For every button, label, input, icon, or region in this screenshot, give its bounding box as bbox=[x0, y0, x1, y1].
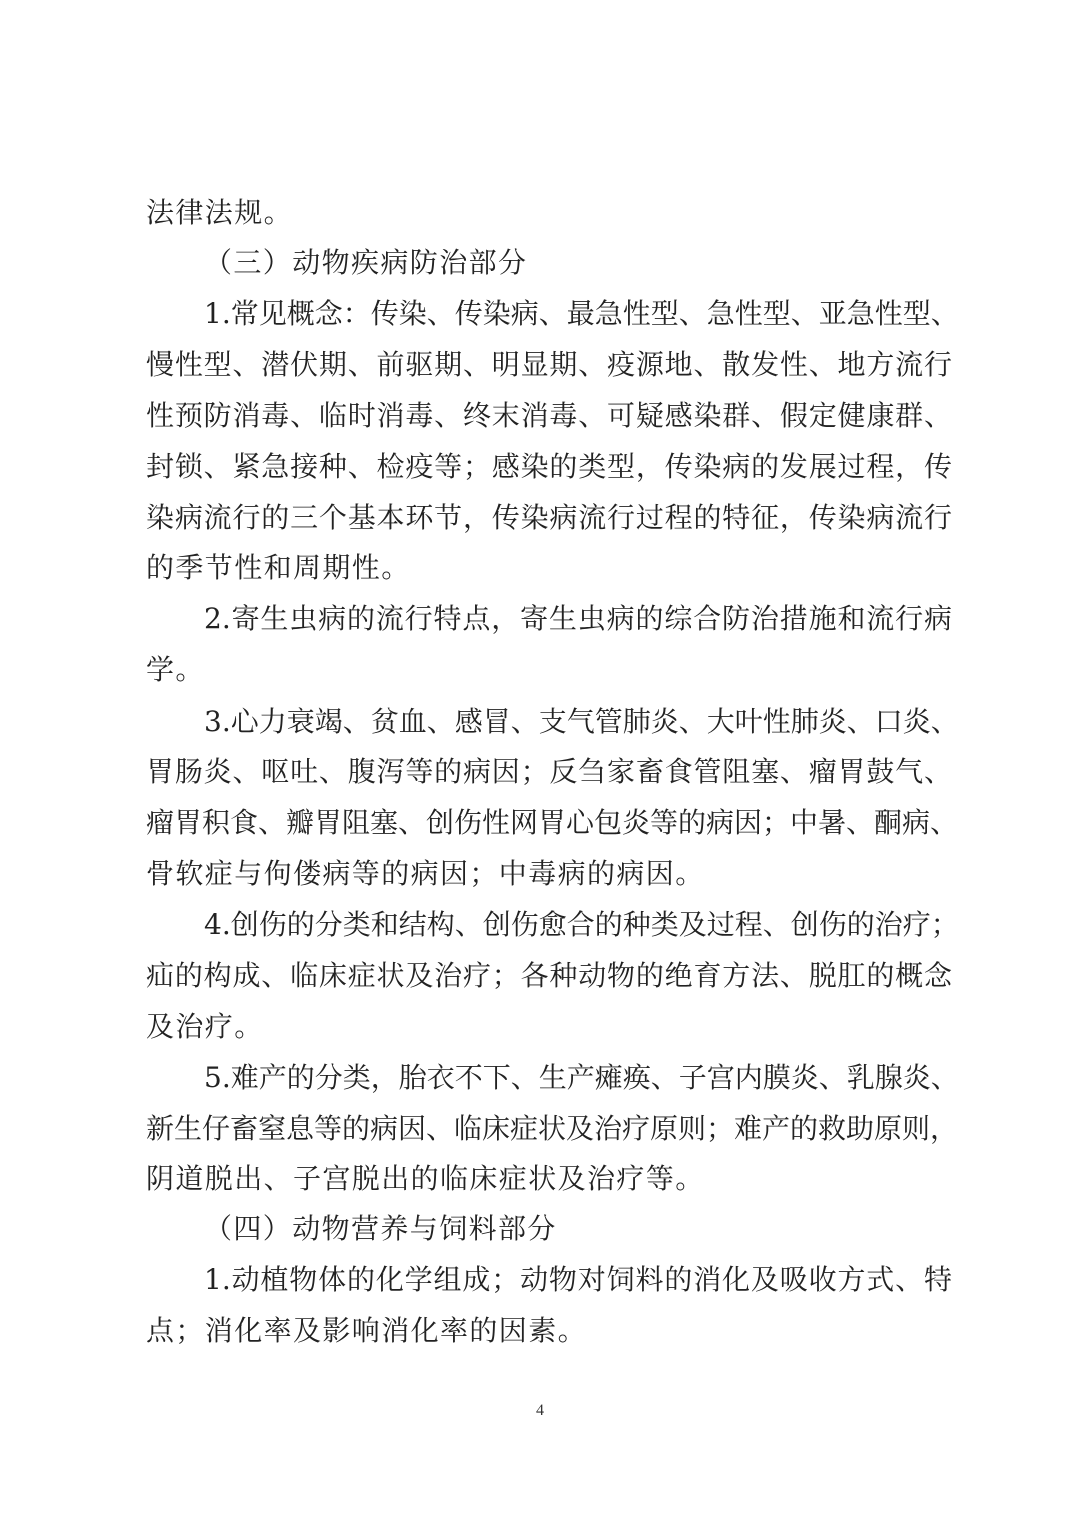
text-line: 新生仔畜窒息等的病因、临床症状及治疗原则；难产的救助原则， bbox=[146, 1112, 959, 1145]
text-line: 学。 bbox=[146, 653, 205, 686]
text-line: 及治疗。 bbox=[146, 1010, 264, 1043]
page-number: 4 bbox=[536, 1402, 544, 1419]
text-line: 法律法规。 bbox=[146, 196, 294, 229]
section-heading: （三）动物疾病防治部分 bbox=[204, 246, 528, 279]
text-line: 骨软症与佝偻病等的病因；中毒病的病因。 bbox=[146, 857, 705, 890]
text-line: 点；消化率及影响消化率的因素。 bbox=[146, 1314, 588, 1347]
text-line: 瘤胃积食、瓣胃阻塞、创伤性网胃心包炎等的病因；中暑、酮病、 bbox=[146, 806, 959, 839]
text-line: 性预防消毒、临时消毒、终末消毒、可疑感染群、假定健康群、 bbox=[146, 399, 952, 432]
text-line: 的季节性和周期性。 bbox=[146, 551, 411, 584]
text-line: 慢性型、潜伏期、前驱期、明显期、疫源地、散发性、地方流行 bbox=[146, 348, 952, 381]
text-line: 4.创伤的分类和结构、创伤愈合的种类及过程、创伤的治疗； bbox=[204, 908, 959, 941]
text-line: 1.常见概念：传染、传染病、最急性型、急性型、亚急性型、 bbox=[204, 297, 959, 330]
text-line: 染病流行的三个基本环节，传染病流行过程的特征，传染病流行 bbox=[146, 501, 952, 534]
section-heading: （四）动物营养与饲料部分 bbox=[204, 1212, 557, 1245]
text-line: 1.动植物体的化学组成；动物对饲料的消化及吸收方式、特 bbox=[204, 1263, 952, 1296]
text-line: 阴道脱出、子宫脱出的临床症状及治疗等。 bbox=[146, 1162, 705, 1195]
text-line: 5.难产的分类，胎衣不下、生产瘫痪、子宫内膜炎、乳腺炎、 bbox=[204, 1061, 959, 1094]
text-line: 3.心力衰竭、贫血、感冒、支气管肺炎、大叶性肺炎、口炎、 bbox=[204, 705, 959, 738]
text-line: 2.寄生虫病的流行特点，寄生虫病的综合防治措施和流行病 bbox=[204, 602, 952, 635]
text-line: 疝的构成、临床症状及治疗；各种动物的绝育方法、脱肛的概念 bbox=[146, 959, 952, 992]
text-line: 封锁、紧急接种、检疫等；感染的类型，传染病的发展过程，传 bbox=[146, 450, 952, 483]
text-line: 胃肠炎、呕吐、腹泻等的病因；反刍家畜食管阻塞、瘤胃鼓气、 bbox=[146, 755, 952, 788]
